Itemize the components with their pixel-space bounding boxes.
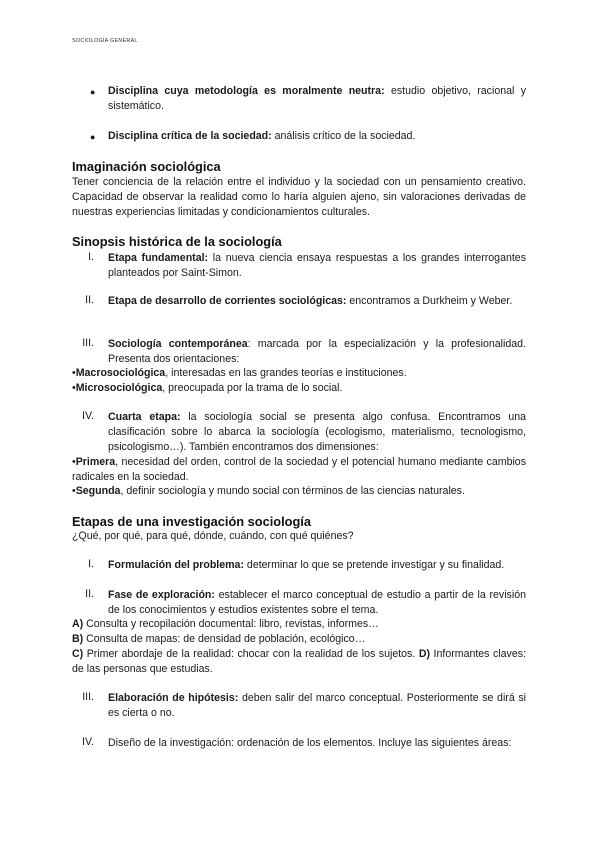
letter-text: Primer abordaje de la realidad: chocar con la realidad de los sujetos.	[83, 648, 419, 660]
sub-item-mark: •	[72, 382, 76, 394]
sub-item-mark: •	[72, 367, 76, 379]
letter-item	[72, 632, 526, 647]
list-item-text: la sociología social se presenta algo confusa. Encontramos una clasificación sobre lo abarca la sociología (ecologismo, materialismo, tecnologismo, psicologismo…). También encontramos dos dimensiones:	[108, 411, 527, 453]
list-number: III.	[82, 337, 94, 349]
bullet-icon: ●	[90, 132, 96, 142]
list-item	[108, 588, 526, 618]
bullet-text: estudio objetivo, racional y sistemático.	[108, 85, 526, 112]
page-header: SOCIOLOGÍA GENERAL	[72, 38, 138, 44]
list-item	[108, 558, 526, 573]
list-item	[108, 251, 526, 281]
sub-item-mark: •	[72, 485, 76, 497]
list-item	[108, 294, 526, 309]
section-question: ¿Qué, por qué, para qué, dónde, cuándo, con qué quiénes?	[72, 530, 354, 542]
bullet-item	[108, 129, 526, 144]
list-item-text: : marcada por la especialización y la profesionalidad. Presenta dos orientaciones:	[108, 338, 526, 365]
bullet-icon: ●	[90, 87, 96, 97]
sub-item	[72, 484, 526, 499]
letter-item	[72, 617, 526, 632]
bullet-text: análisis crítico de la sociedad.	[271, 130, 416, 142]
list-item	[108, 337, 526, 367]
sub-item-text: , interesadas en las grandes teorías e instituciones.	[165, 367, 407, 379]
section-paragraph: Tener conciencia de la relación entre el individuo y la sociedad con un pensamiento creativo. Capacidad de observar la realidad como lo haría alguien ajeno, sin valoraciones derivadas de nuestras experiencias limitadas y condicionamientos culturales.	[72, 176, 526, 218]
list-number: IV.	[82, 736, 94, 748]
list-number: III.	[82, 691, 94, 703]
bullet-item	[108, 84, 526, 114]
list-item	[108, 691, 526, 721]
section-heading: Sinopsis histórica de la sociología	[72, 234, 282, 249]
list-item-label: Etapa de desarrollo de corrientes sociológicas:	[108, 295, 347, 307]
letter-label: B)	[72, 633, 84, 645]
sub-item	[72, 455, 526, 485]
sub-item-label: Primera	[75, 456, 116, 468]
list-item	[108, 410, 526, 455]
bullet-label: Disciplina cuya metodología es moralmente neutra:	[108, 85, 385, 97]
sub-item-label: Segunda	[75, 485, 121, 497]
list-item-text: encontramos a Durkheim y Weber.	[346, 295, 513, 307]
sub-item	[72, 366, 526, 381]
list-item-label: Cuarta etapa:	[108, 411, 181, 423]
sub-item-text: , necesidad del orden, control de la sociedad y el potencial humano mediante cambios radicales en la sociedad.	[72, 456, 526, 483]
list-item-label: Sociología contemporánea	[108, 338, 248, 350]
list-number: II.	[85, 294, 94, 306]
list-item-label: Fase de exploración:	[108, 589, 215, 601]
list-item-text: la nueva ciencia ensaya respuestas a los grandes interrogantes planteados por Saint-Simon.	[108, 252, 526, 279]
letter-label: D)	[418, 648, 431, 660]
list-number: IV.	[82, 410, 94, 422]
letter-label: C)	[72, 648, 84, 660]
list-number: I.	[88, 558, 94, 570]
letter-item	[72, 647, 526, 677]
section-heading: Etapas de una investigación sociología	[72, 514, 311, 529]
letter-text: Consulta de mapas: de densidad de población, ecológico…	[83, 633, 366, 645]
list-number: II.	[85, 588, 94, 600]
list-item-text: Diseño de la investigación: ordenación de los elementos. Incluye las siguientes áreas:	[108, 737, 512, 749]
list-item-text: establecer el marco conceptual de estudio a partir de la revisión de los conocimientos y estudios existentes sobre el tema.	[108, 589, 526, 616]
letter-text: Consulta y recopilación documental: libro, revistas, informes…	[83, 618, 379, 630]
sub-item	[72, 381, 526, 396]
sub-item-text: , definir sociología y mundo social con términos de las ciencias naturales.	[120, 485, 465, 497]
list-item-label: Elaboración de hipótesis:	[108, 692, 239, 704]
list-number: I.	[88, 251, 94, 263]
sub-item-label: Macrosociológica	[75, 367, 166, 379]
bullet-label: Disciplina crítica de la sociedad:	[108, 130, 272, 142]
list-item-label: Etapa fundamental:	[108, 252, 209, 264]
letter-text: Informantes claves: de las personas que estudias.	[72, 648, 526, 675]
list-item-text: determinar lo que se pretende investigar y su finalidad.	[243, 559, 505, 571]
list-item	[108, 736, 526, 751]
sub-item-text: , preocupada por la trama de lo social.	[162, 382, 343, 394]
list-item-label: Formulación del problema:	[108, 559, 244, 571]
list-item-text: deben salir del marco conceptual. Posteriormente se dirá si es cierta o no.	[108, 692, 527, 719]
sub-item-mark: •	[72, 456, 76, 468]
section-heading: Imaginación sociológica	[72, 159, 221, 174]
sub-item-label: Microsociológica	[75, 382, 163, 394]
letter-label: A)	[72, 618, 84, 630]
